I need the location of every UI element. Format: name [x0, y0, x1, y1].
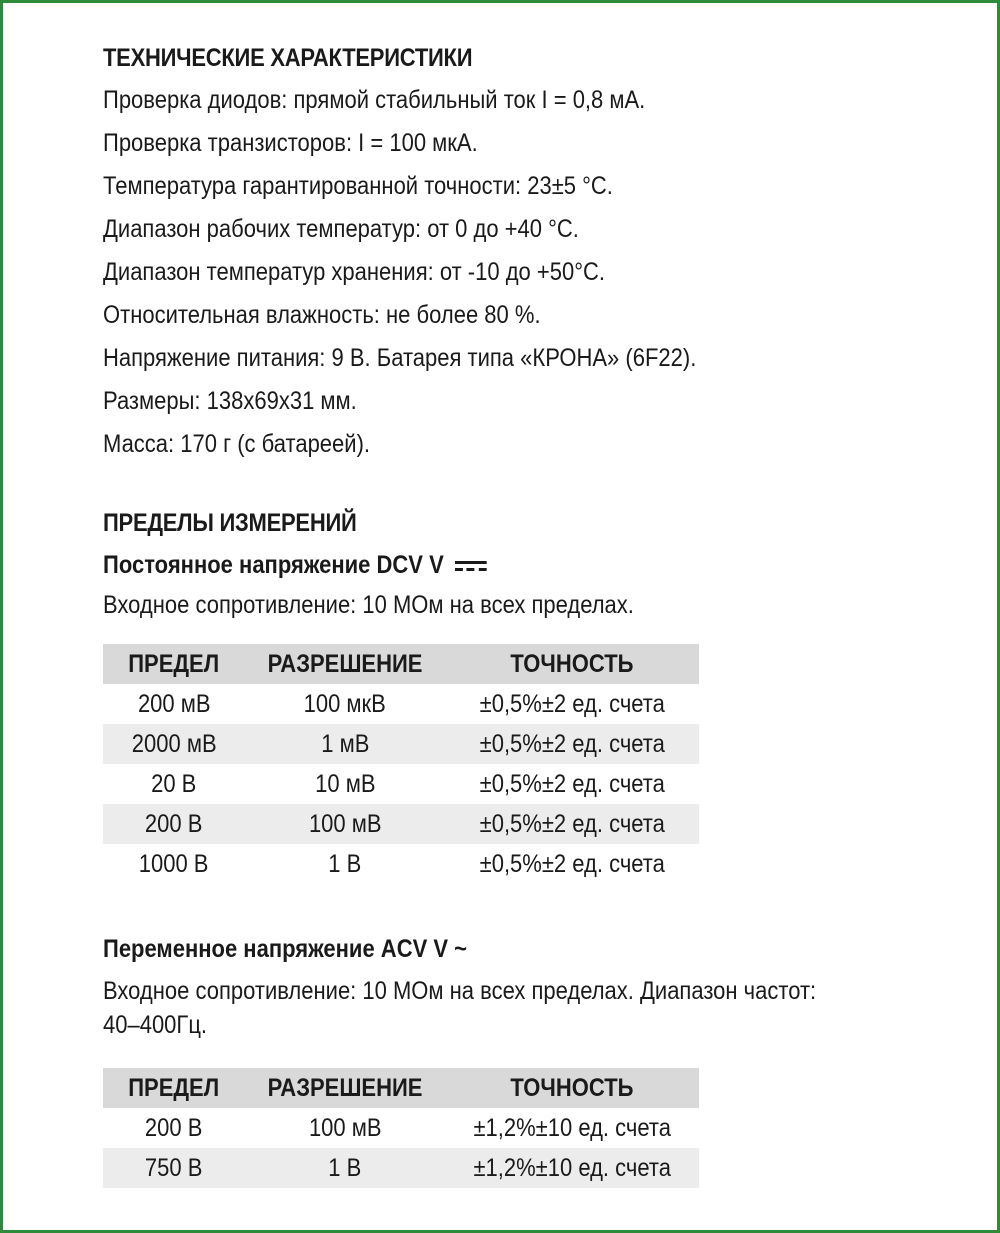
document-content: [103, 41, 963, 1188]
spec-line: Диапазон температур хранения: от -10 до +50°С.: [103, 258, 605, 286]
cell-resolution: 1 В: [245, 1148, 445, 1188]
table-row: [103, 1108, 699, 1148]
table-row: [103, 804, 699, 844]
table-row: [103, 724, 699, 764]
cell-limit: 200 В: [145, 1113, 203, 1142]
cell-accuracy: ±0,5%±2 ед. счета: [479, 769, 665, 798]
cell-limit: 20 В: [151, 769, 197, 798]
table-row: [103, 844, 699, 884]
cell-limit: 200 мВ: [137, 689, 211, 718]
table-row: [103, 684, 699, 724]
header-resolution: РАЗРЕШЕНИЕ: [245, 644, 445, 684]
spec-line: Проверка транзисторов: I = 100 мкА.: [103, 129, 478, 157]
table-header-row: [103, 1068, 699, 1108]
header-limit: ПРЕДЕЛ: [103, 1068, 245, 1108]
dcv-note: Входное сопротивление: 10 МОм на всех пределах.: [103, 591, 634, 619]
header-accuracy: ТОЧНОСТЬ: [445, 1068, 699, 1108]
limits-heading: ПРЕДЕЛЫ ИЗМЕРЕНИЙ: [103, 509, 357, 537]
table-header-row: [103, 644, 699, 684]
cell-resolution: 100 мВ: [308, 1113, 382, 1142]
cell-accuracy: ±0,5%±2 ед. счета: [479, 849, 665, 878]
cell-accuracy: ±0,5%±2 ед. счета: [445, 724, 699, 764]
cell-resolution: 1 В: [328, 849, 362, 878]
cell-resolution: 1 мВ: [245, 724, 445, 764]
tech-specs-heading: ТЕХНИЧЕСКИЕ ХАРАКТЕРИСТИКИ: [103, 44, 473, 72]
spec-line: Температура гарантированной точности: 23±5 °С.: [103, 172, 613, 200]
spec-line: Размеры: 138х69х31 мм.: [103, 387, 357, 415]
acv-note-line-1: Входное сопротивление: 10 МОм на всех пределах. Диапазон частот:: [103, 977, 817, 1005]
spec-line: Относительная влажность: не более 80 %.: [103, 301, 541, 329]
dcv-title: Постоянное напряжение DCV V: [103, 551, 444, 579]
dcv-subheading: [103, 548, 860, 582]
spec-line: Масса: 170 г (с батареей).: [103, 430, 371, 458]
cell-accuracy: ±0,5%±2 ед. счета: [479, 689, 665, 718]
cell-limit: 750 В: [103, 1148, 245, 1188]
header-accuracy: ТОЧНОСТЬ: [445, 644, 699, 684]
acv-subheading: Переменное напряжение ACV V ~: [103, 935, 468, 963]
cell-limit: 200 В: [103, 804, 245, 844]
cell-accuracy: ±1,2%±10 ед. счета: [445, 1148, 699, 1188]
cell-limit: 1000 В: [139, 849, 209, 878]
cell-resolution: 100 мВ: [245, 804, 445, 844]
cell-resolution: 100 мкВ: [303, 689, 387, 718]
dcv-table: [103, 644, 699, 884]
dc-symbol-icon: [455, 559, 487, 573]
header-limit: ПРЕДЕЛ: [103, 644, 245, 684]
cell-accuracy: ±0,5%±2 ед. счета: [445, 804, 699, 844]
cell-accuracy: ±1,2%±10 ед. счета: [473, 1113, 671, 1142]
header-resolution: РАЗРЕШЕНИЕ: [245, 1068, 445, 1108]
cell-resolution: 10 мВ: [314, 769, 376, 798]
spec-line: Напряжение питания: 9 В. Батарея типа «КРОНА» (6F22).: [103, 344, 697, 372]
cell-limit: 2000 мВ: [103, 724, 245, 764]
table-row: [103, 1148, 699, 1188]
acv-note-line-2: 40–400Гц.: [103, 1011, 208, 1039]
spec-line: Диапазон рабочих температур: от 0 до +40 °С.: [103, 215, 579, 243]
table-row: [103, 764, 699, 804]
acv-table: [103, 1068, 699, 1188]
spec-line: Проверка диодов: прямой стабильный ток I = 0,8 мА.: [103, 86, 646, 114]
